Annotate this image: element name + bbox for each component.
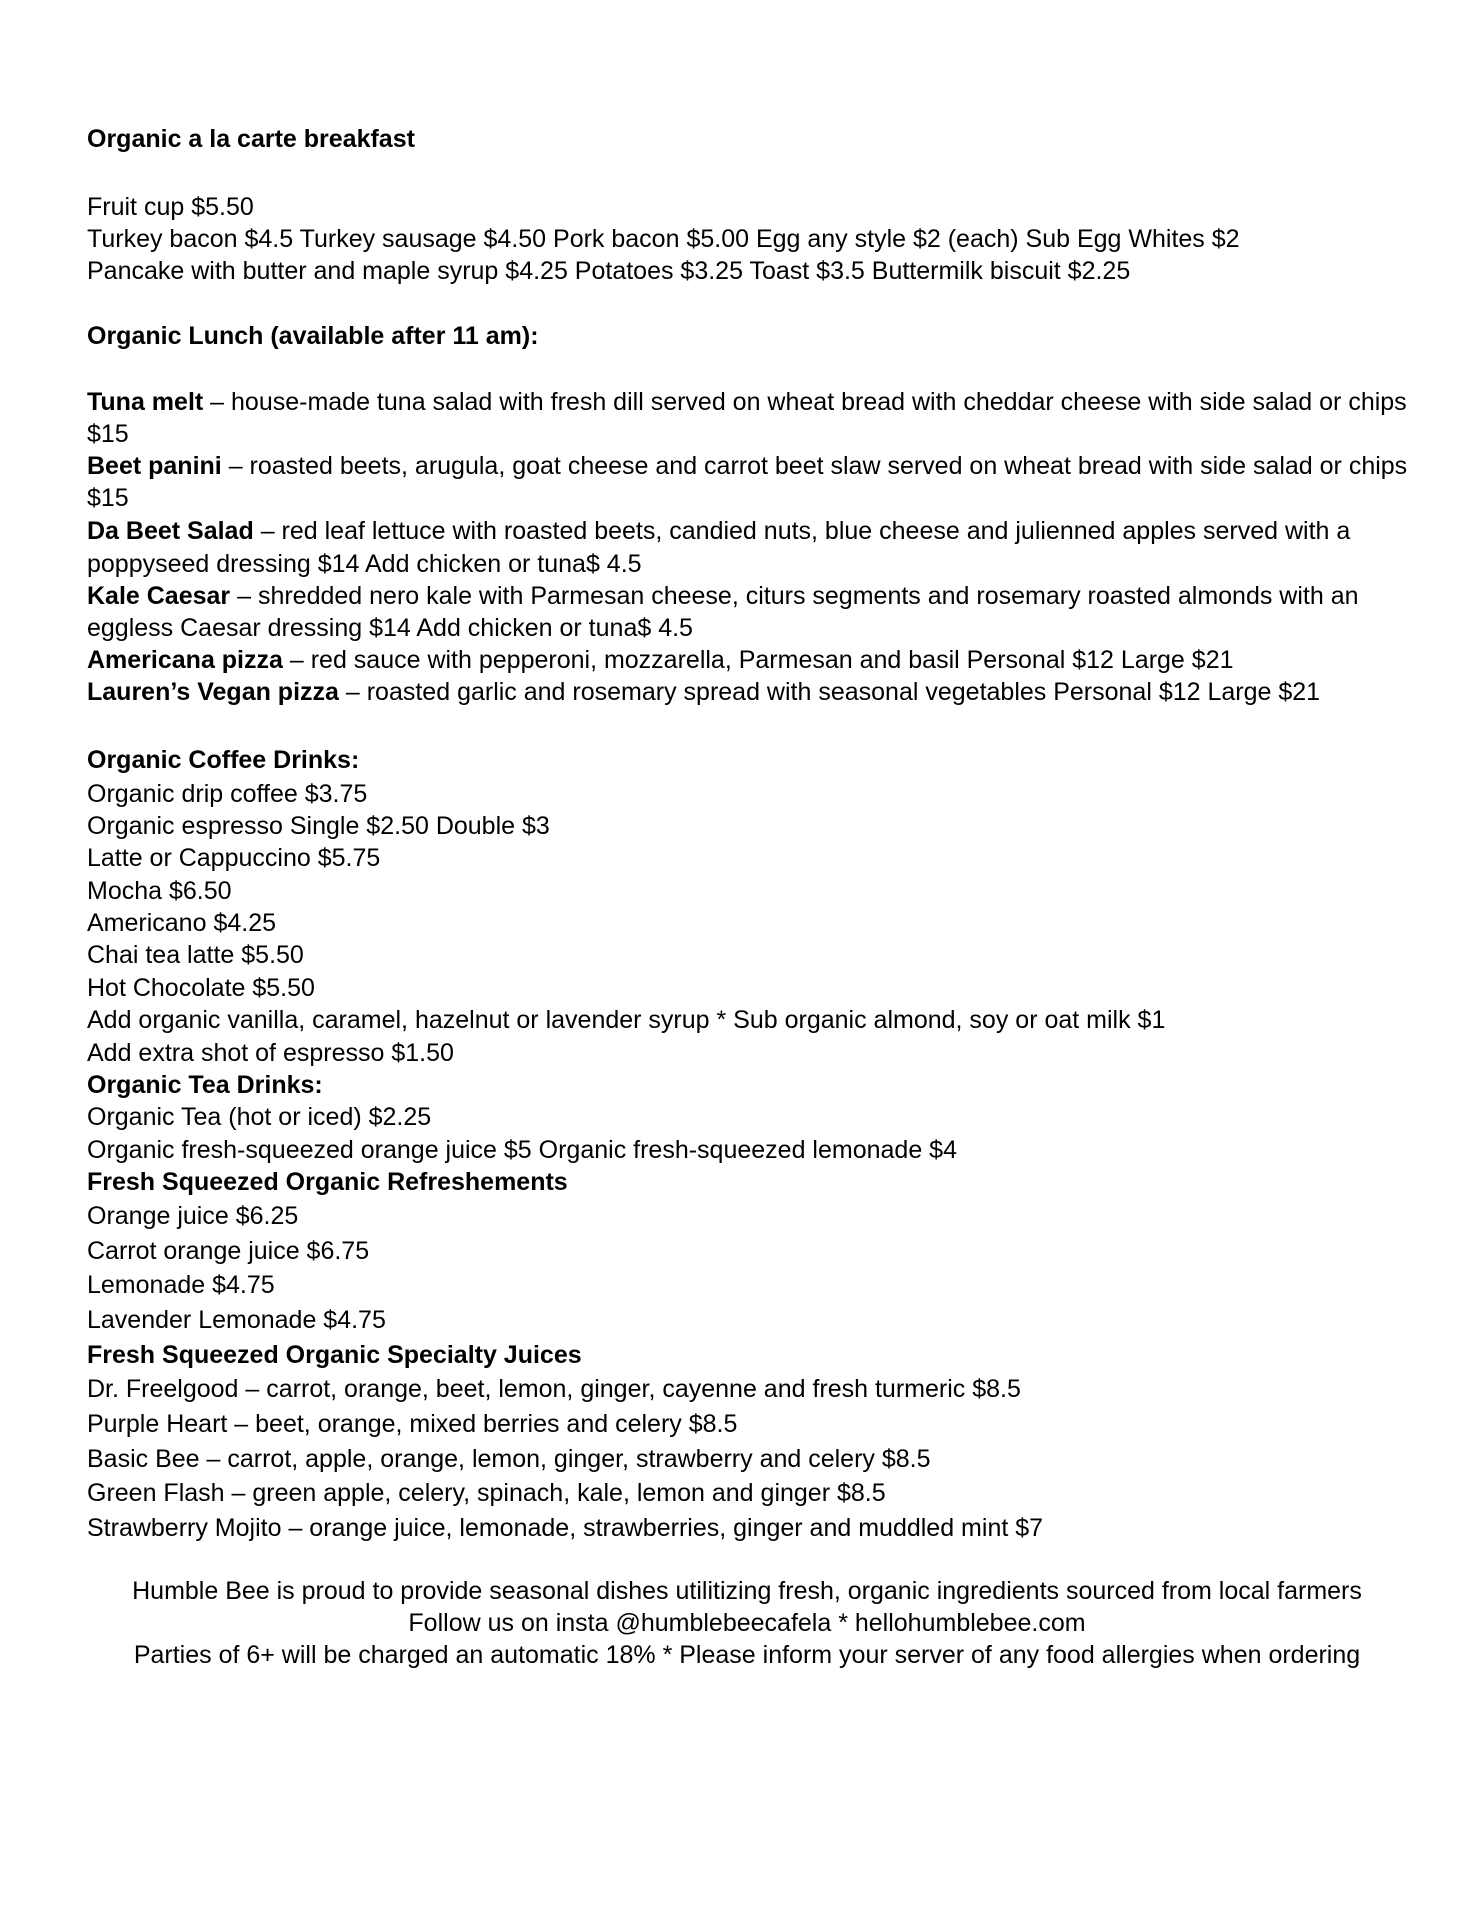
breakfast-heading: Organic a la carte breakfast xyxy=(87,125,415,153)
lunch-item-name: Kale Caesar xyxy=(87,582,231,610)
lunch-item xyxy=(87,645,1234,675)
coffee-heading: Organic Coffee Drinks: xyxy=(87,746,360,774)
tea-line: Organic Tea (hot or iced) $2.25 xyxy=(87,1103,432,1131)
coffee-line: Latte or Cappuccino $5.75 xyxy=(87,844,381,872)
coffee-line: Organic espresso Single $2.50 Double $3 xyxy=(87,812,550,840)
tea-line: Organic fresh-squeezed orange juice $5 Organic fresh-squeezed lemonade $4 xyxy=(87,1136,957,1164)
refreshments-line: Carrot orange juice $6.75 xyxy=(87,1237,370,1265)
lunch-item-desc: $15 xyxy=(87,484,129,512)
lunch-item-name: Beet panini xyxy=(87,452,222,480)
lunch-item-name: Da Beet Salad xyxy=(87,517,254,545)
breakfast-line: Fruit cup $5.50 xyxy=(87,193,254,221)
lunch-item-desc: – roasted garlic and rosemary spread with seasonal vegetables Personal $12 Large $21 xyxy=(338,678,1321,706)
specialty-line: Purple Heart – beet, orange, mixed berries and celery $8.5 xyxy=(87,1410,738,1438)
lunch-item-desc: $15 xyxy=(87,420,129,448)
lunch-item xyxy=(87,581,1359,611)
lunch-item xyxy=(87,451,1407,481)
breakfast-line: Turkey bacon $4.5 Turkey sausage $4.50 Pork bacon $5.00 Egg any style $2 (each) Sub Egg Whites $2 xyxy=(87,225,1240,253)
coffee-line: Mocha $6.50 xyxy=(87,877,232,905)
lunch-heading: Organic Lunch (available after 11 am): xyxy=(87,322,539,350)
footer-line: Follow us on insta @humblebeecafela * hellohumblebee.com xyxy=(408,1609,1086,1637)
lunch-item-desc: poppyseed dressing $14 Add chicken or tuna$ 4.5 xyxy=(87,550,642,578)
coffee-line: Add organic vanilla, caramel, hazelnut or lavender syrup * Sub organic almond, soy or oat milk $1 xyxy=(87,1006,1166,1034)
lunch-item-name: Tuna melt xyxy=(87,388,204,416)
specialty-line: Green Flash – green apple, celery, spinach, kale, lemon and ginger $8.5 xyxy=(87,1479,886,1507)
lunch-item-desc: – red leaf lettuce with roasted beets, candied nuts, blue cheese and julienned apples served with a xyxy=(253,517,1351,545)
coffee-line: Hot Chocolate $5.50 xyxy=(87,974,315,1002)
footer-line: Humble Bee is proud to provide seasonal dishes utilitizing fresh, organic ingredients sourced from local farmers xyxy=(132,1577,1362,1605)
footer-line: Parties of 6+ will be charged an automatic 18% * Please inform your server of any food allergies when ordering xyxy=(133,1641,1361,1669)
coffee-line: Americano $4.25 xyxy=(87,909,277,937)
refreshments-line: Lavender Lemonade $4.75 xyxy=(87,1306,386,1334)
specialty-line: Basic Bee – carrot, apple, orange, lemon, ginger, strawberry and celery $8.5 xyxy=(87,1445,931,1473)
breakfast-line: Pancake with butter and maple syrup $4.25 Potatoes $3.25 Toast $3.5 Buttermilk biscuit $2.25 xyxy=(87,257,1131,285)
lunch-item-desc: eggless Caesar dressing $14 Add chicken or tuna$ 4.5 xyxy=(87,614,693,642)
specialty-line: Strawberry Mojito – orange juice, lemonade, strawberries, ginger and muddled mint $7 xyxy=(87,1514,1044,1542)
coffee-line: Add extra shot of espresso $1.50 xyxy=(87,1039,454,1067)
lunch-item xyxy=(87,387,1407,417)
lunch-item xyxy=(87,677,1320,707)
lunch-item xyxy=(87,516,1350,546)
lunch-item-name: Americana pizza xyxy=(87,646,283,674)
specialty-heading: Fresh Squeezed Organic Specialty Juices xyxy=(87,1341,582,1369)
lunch-item-desc: – red sauce with pepperoni, mozzarella, Parmesan and basil Personal $12 Large $21 xyxy=(282,646,1234,674)
refreshments-line: Orange juice $6.25 xyxy=(87,1202,299,1230)
coffee-line: Chai tea latte $5.50 xyxy=(87,941,304,969)
coffee-line: Organic drip coffee $3.75 xyxy=(87,780,368,808)
refreshments-line: Lemonade $4.75 xyxy=(87,1271,275,1299)
specialty-line: Dr. Freelgood – carrot, orange, beet, lemon, ginger, cayenne and fresh turmeric $8.5 xyxy=(87,1375,1021,1403)
lunch-item-desc: – roasted beets, arugula, goat cheese and carrot beet slaw served on wheat bread with side salad or chips xyxy=(221,452,1408,480)
lunch-item-desc: – shredded nero kale with Parmesan cheese, citurs segments and rosemary roasted almonds with an xyxy=(230,582,1359,610)
lunch-item-desc: – house-made tuna salad with fresh dill served on wheat bread with cheddar cheese with side salad or chips xyxy=(203,388,1407,416)
lunch-item-name: Lauren’s Vegan pizza xyxy=(87,678,339,706)
refreshments-heading: Fresh Squeezed Organic Refreshements xyxy=(87,1168,568,1196)
tea-heading: Organic Tea Drinks: xyxy=(87,1071,323,1099)
